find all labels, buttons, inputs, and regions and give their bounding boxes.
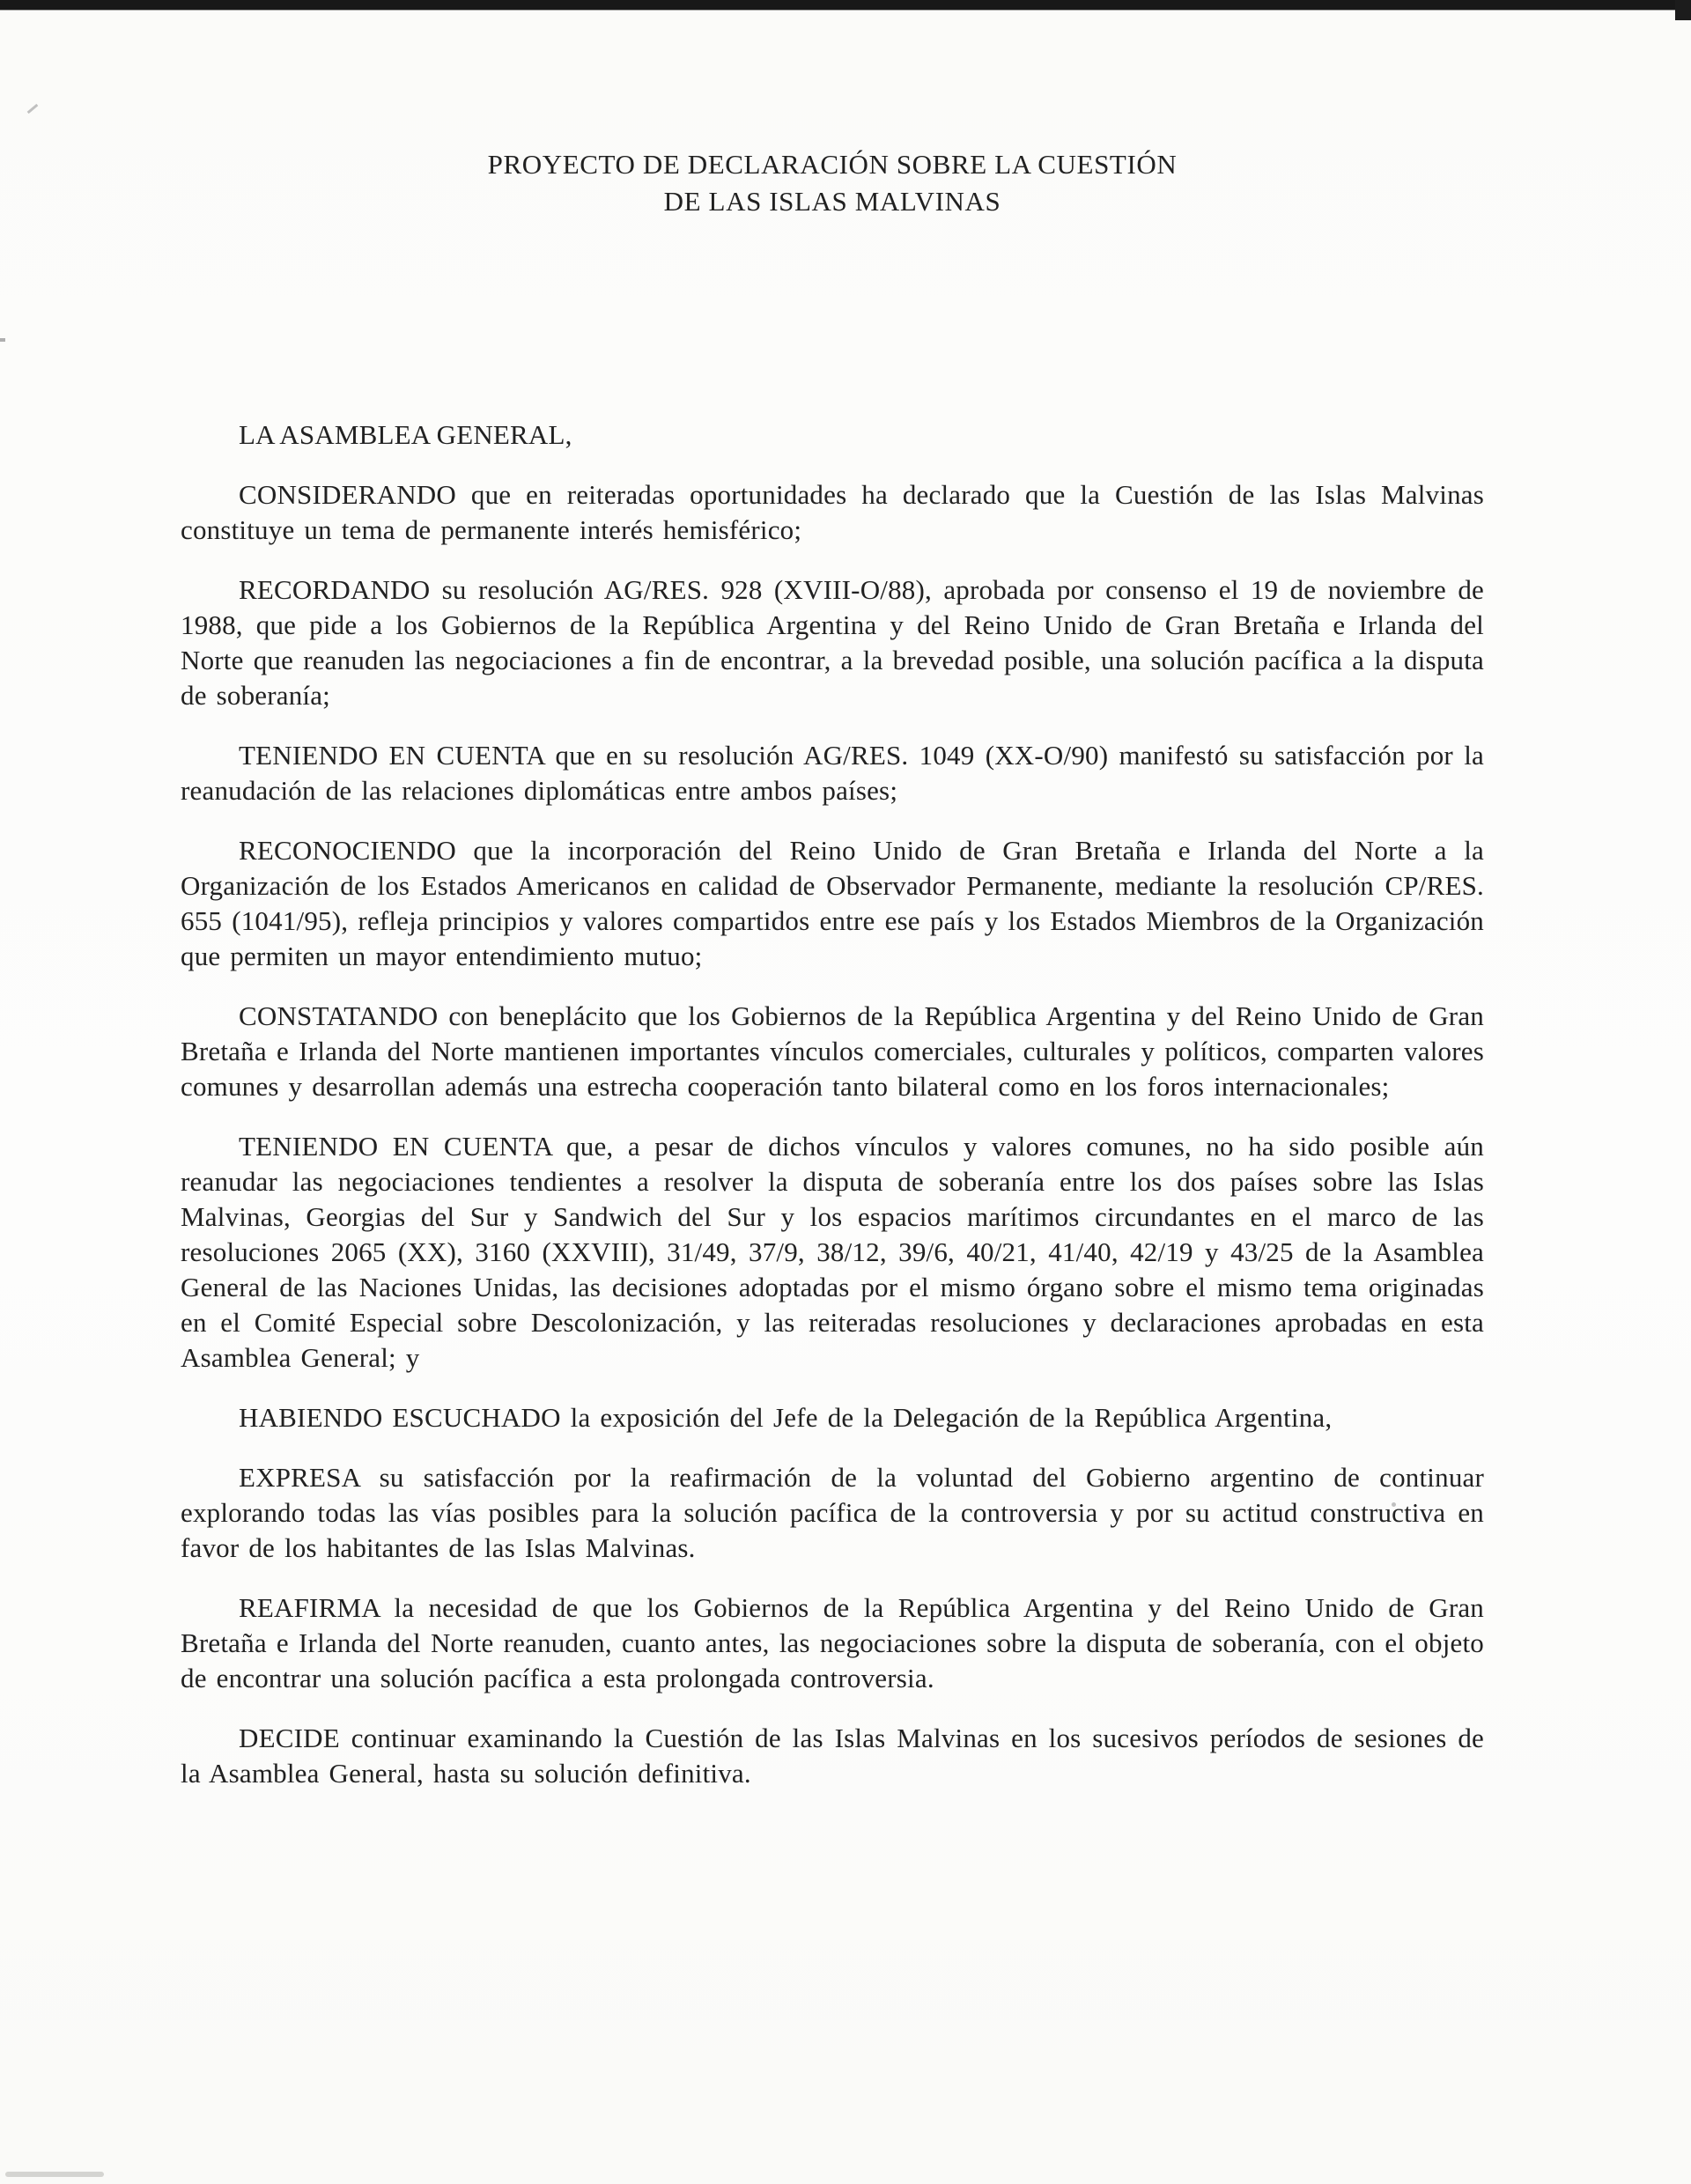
document-title <box>181 146 1484 220</box>
salutation: LA ASAMBLEA GENERAL, <box>239 419 572 450</box>
paragraph-teniendo-en-cuenta-1: TENIENDO EN CUENTA que en su resolución AG/RES. 1049 (XX-O/90) manifestó su satisfacción por la reanudación de las relaciones diplomáticas entre ambos países; <box>181 740 1484 806</box>
title-line-2: DE LAS ISLAS MALVINAS <box>663 186 1001 217</box>
paragraph-habiendo-escuchado: HABIENDO ESCUCHADO la exposición del Jefe de la Delegación de la República Argentina, <box>239 1402 1333 1433</box>
scan-artifact-slash <box>27 104 39 114</box>
paragraph-teniendo-en-cuenta-2: TENIENDO EN CUENTA que, a pesar de dichos vínculos y valores comunes, no ha sido posible aún reanudar las negociaciones tendientes a resolver la disputa de soberanía entre los dos países sobre las Islas Malvinas, Georgias del Sur y Sandwich del Sur y los espacios marítimos circundantes en el marco de las resoluciones 2065 (XX), 3160 (XXVIII), 31/49, 37/9, 38/12, 39/6, 40/21, 41/40, 42/19 y 43/25 de la Asamblea General de las Naciones Unidas, las decisiones adoptadas por el mismo órgano sobre el mismo tema originadas en el Comité Especial sobre Descolonización, y las reiteradas resoluciones y declaraciones aprobadas en esta Asamblea General; y <box>181 1131 1484 1373</box>
scan-edge-corner <box>1675 0 1691 20</box>
paragraph-considerando: CONSIDERANDO que en reiteradas oportunidades ha declarado que la Cuestión de las Islas Malvinas constituye un tema de permanente interés hemisférico; <box>181 479 1484 545</box>
paragraph-reconociendo: RECONOCIENDO que la incorporación del Reino Unido de Gran Bretaña e Irlanda del Norte a la Organización de los Estados Americanos en calidad de Observador Permanente, mediante la resolución CP/RES. 655 (1041/95), refleja principios y valores compartidos entre ese país y los Estados Miembros de la Organización que permiten un mayor entendimiento mutuo; <box>181 835 1484 971</box>
scan-artifact-edge-tick <box>0 338 5 342</box>
title-line-1: PROYECTO DE DECLARACIÓN SOBRE LA CUESTIÓN <box>487 149 1178 180</box>
paragraph-constatando: CONSTATANDO con beneplácito que los Gobiernos de la República Argentina y del Reino Unido de Gran Bretaña e Irlanda del Norte mantienen importantes vínculos comerciales, culturales y políticos, comparten valores comunes y desarrollan además una estrecha cooperación tanto bilateral como en los foros internacionales; <box>181 1000 1484 1102</box>
paragraph-reafirma: REAFIRMA la necesidad de que los Gobiernos de la República Argentina y del Reino Unido de Gran Bretaña e Irlanda del Norte reanuden, cuanto antes, las negociaciones sobre la disputa de soberanía, con el objeto de encontrar una solución pacífica a esta prolongada controversia. <box>181 1592 1484 1693</box>
scan-artifact-smudge <box>5 2172 104 2177</box>
document-content <box>181 0 1484 1791</box>
paragraph-decide: DECIDE continuar examinando la Cuestión de las Islas Malvinas en los sucesivos períodos de sesiones de la Asamblea General, hasta su solución definitiva. <box>181 1723 1484 1789</box>
paragraph-recordando: RECORDANDO su resolución AG/RES. 928 (XVIII-O/88), aprobada por consenso el 19 de noviembre de 1988, que pide a los Gobiernos de la República Argentina y del Reino Unido de Gran Bretaña e Irlanda del Norte que reanuden las negociaciones a fin de encontrar, a la brevedad posible, una solución pacífica a la disputa de soberanía; <box>181 574 1484 711</box>
paragraph-expresa: EXPRESA su satisfacción por la reafirmación de la voluntad del Gobierno argentino de continuar explorando todas las vías posibles para la solución pacífica de la controversia y por su actitud constructiva en favor de los habitantes de las Islas Malvinas. <box>181 1462 1484 1563</box>
